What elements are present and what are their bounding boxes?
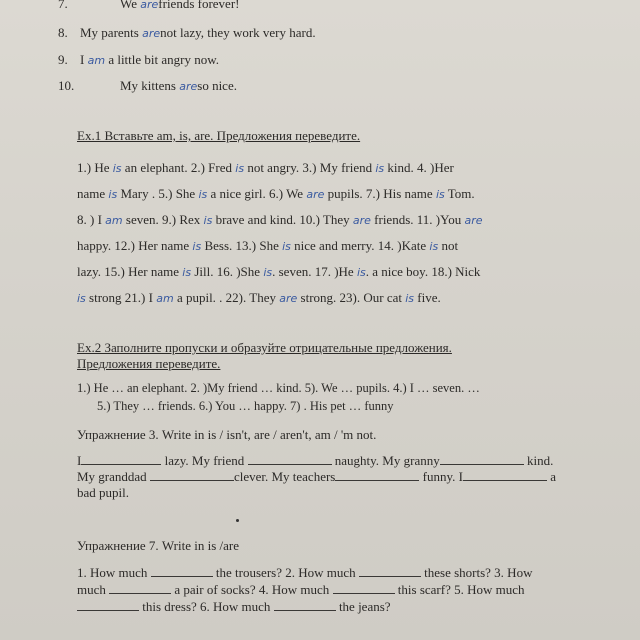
ex3-heading: Упражнение 3. Write in is / isn't, are / aren't, am / 'm not. (77, 427, 377, 442)
handwritten-answer: is (198, 188, 208, 201)
answer-blank (151, 565, 213, 577)
answer-blank (81, 453, 161, 465)
ex7-heading: Упражнение 7. Write in is /are (77, 538, 240, 553)
ex1-heading: Ex.1 Вставьте am, is, are. Предложения переведите. (77, 128, 361, 143)
printed-text: Mary . 5.) She (117, 186, 199, 201)
handwritten-answer: are (306, 188, 325, 201)
printed-text: not (438, 238, 459, 253)
answer-blank (333, 582, 395, 594)
answer-blank (440, 453, 524, 465)
ex7-line-2: much a pair of socks? 4. How much this scarf? 5. How much (77, 582, 525, 597)
printed-text: strong. 23). Our cat (297, 290, 406, 305)
printed-text: Bess. 13.) She (201, 238, 283, 253)
handwritten-answer: is (182, 266, 192, 279)
handwritten-answer: are (352, 214, 371, 227)
ex2-line-2: 5.) They … friends. 6.) You … happy. 7) . His pet … funny (97, 399, 394, 413)
ink-dot (236, 519, 239, 522)
printed-text: kind. 4. )Her (384, 160, 454, 175)
answer-blank (150, 469, 234, 481)
ex3-line-1: I lazy. My friend naughty. My granny kind. (77, 453, 554, 468)
printed-text: not angry. 3.) My friend (244, 160, 376, 175)
printed-text: name (77, 186, 109, 201)
printed-text: Tom. (444, 186, 475, 201)
handwritten-answer: is (203, 214, 213, 227)
handwritten-answer: is (435, 188, 445, 201)
ex1-line (77, 238, 458, 255)
answer-blank (359, 565, 421, 577)
printed-text: 1.) He (77, 160, 113, 175)
ex2-heading: Ex.2 Заполните пропуски и образуйте отрицательные предложения. (77, 340, 452, 355)
list-item: 7. We arefriends forever! (58, 0, 240, 11)
handwritten-answer: is (405, 292, 415, 305)
answer-blank (77, 599, 139, 611)
handwritten-answer: is (282, 240, 291, 253)
handwritten-answer: am (156, 292, 174, 305)
ex1-line (77, 186, 475, 203)
list-item: 9. I am a little bit angry now. (58, 52, 220, 67)
handwritten-answer: is (375, 162, 385, 175)
ex2-subheading: Предложения переведите. (77, 356, 221, 371)
printed-text: seven. 9.) Rex (122, 212, 204, 227)
handwritten-answer: is (192, 240, 202, 253)
printed-text: lazy. 15.) Her name (77, 264, 183, 279)
handwritten-answer: is (108, 188, 118, 201)
printed-text: nice and merry. 14. )Kate (290, 238, 430, 253)
ex1-line (77, 290, 441, 307)
handwritten-answer: is (263, 266, 273, 279)
printed-text: pupils. 7.) His name (324, 186, 436, 201)
printed-text: five. (414, 290, 441, 305)
ex1-line (77, 212, 482, 229)
handwritten-answer: am (105, 214, 123, 227)
handwritten-answer: is (235, 162, 245, 175)
ex1-line (77, 160, 454, 177)
printed-text: brave and kind. 10.) They (212, 212, 353, 227)
printed-text: a nice girl. 6.) We (207, 186, 307, 201)
handwritten-answer: are (279, 292, 298, 305)
printed-text: . seven. 17. )He (272, 264, 357, 279)
handwritten-answer: are (464, 214, 483, 227)
printed-text: strong 21.) I (85, 290, 157, 305)
handwritten-answer: is (429, 240, 439, 253)
printed-text: friends. 11. )You (370, 212, 465, 227)
list-item: 8. My parents arenot lazy, they work very hard. (58, 25, 316, 40)
handwritten-answer: is (77, 292, 86, 305)
printed-text: a pupil. . 22). They (173, 290, 280, 305)
answer-blank (109, 582, 171, 594)
answer-blank (248, 453, 332, 465)
ex7-line-3: this dress? 6. How much the jeans? (77, 599, 391, 615)
ex1-line (77, 264, 480, 281)
printed-text: . a nice boy. 18.) Nick (365, 264, 481, 279)
ex7-line-1: 1. How much the trousers? 2. How much these shorts? 3. How (77, 565, 533, 580)
answer-blank (274, 599, 336, 611)
list-item: 10. My kittens areso nice. (58, 78, 237, 93)
answer-blank (335, 469, 419, 481)
answer-blank (463, 469, 547, 481)
printed-text: 8. ) I (77, 212, 106, 227)
printed-text: Jill. 16. )She (191, 264, 264, 279)
handwritten-answer: is (356, 266, 366, 279)
ex3-line-2: My granddad clever. My teachers funny. I a (77, 469, 556, 484)
printed-text: happy. 12.) Her name (77, 238, 193, 253)
handwritten-answer: is (112, 162, 122, 175)
ex2-line-1: 1.) He … an elephant. 2. )My friend … kind. 5). We … pupils. 4.) I … seven. … (77, 381, 480, 395)
ex3-line-3: bad pupil. (77, 485, 129, 500)
printed-text: an elephant. 2.) Fred (121, 160, 236, 175)
